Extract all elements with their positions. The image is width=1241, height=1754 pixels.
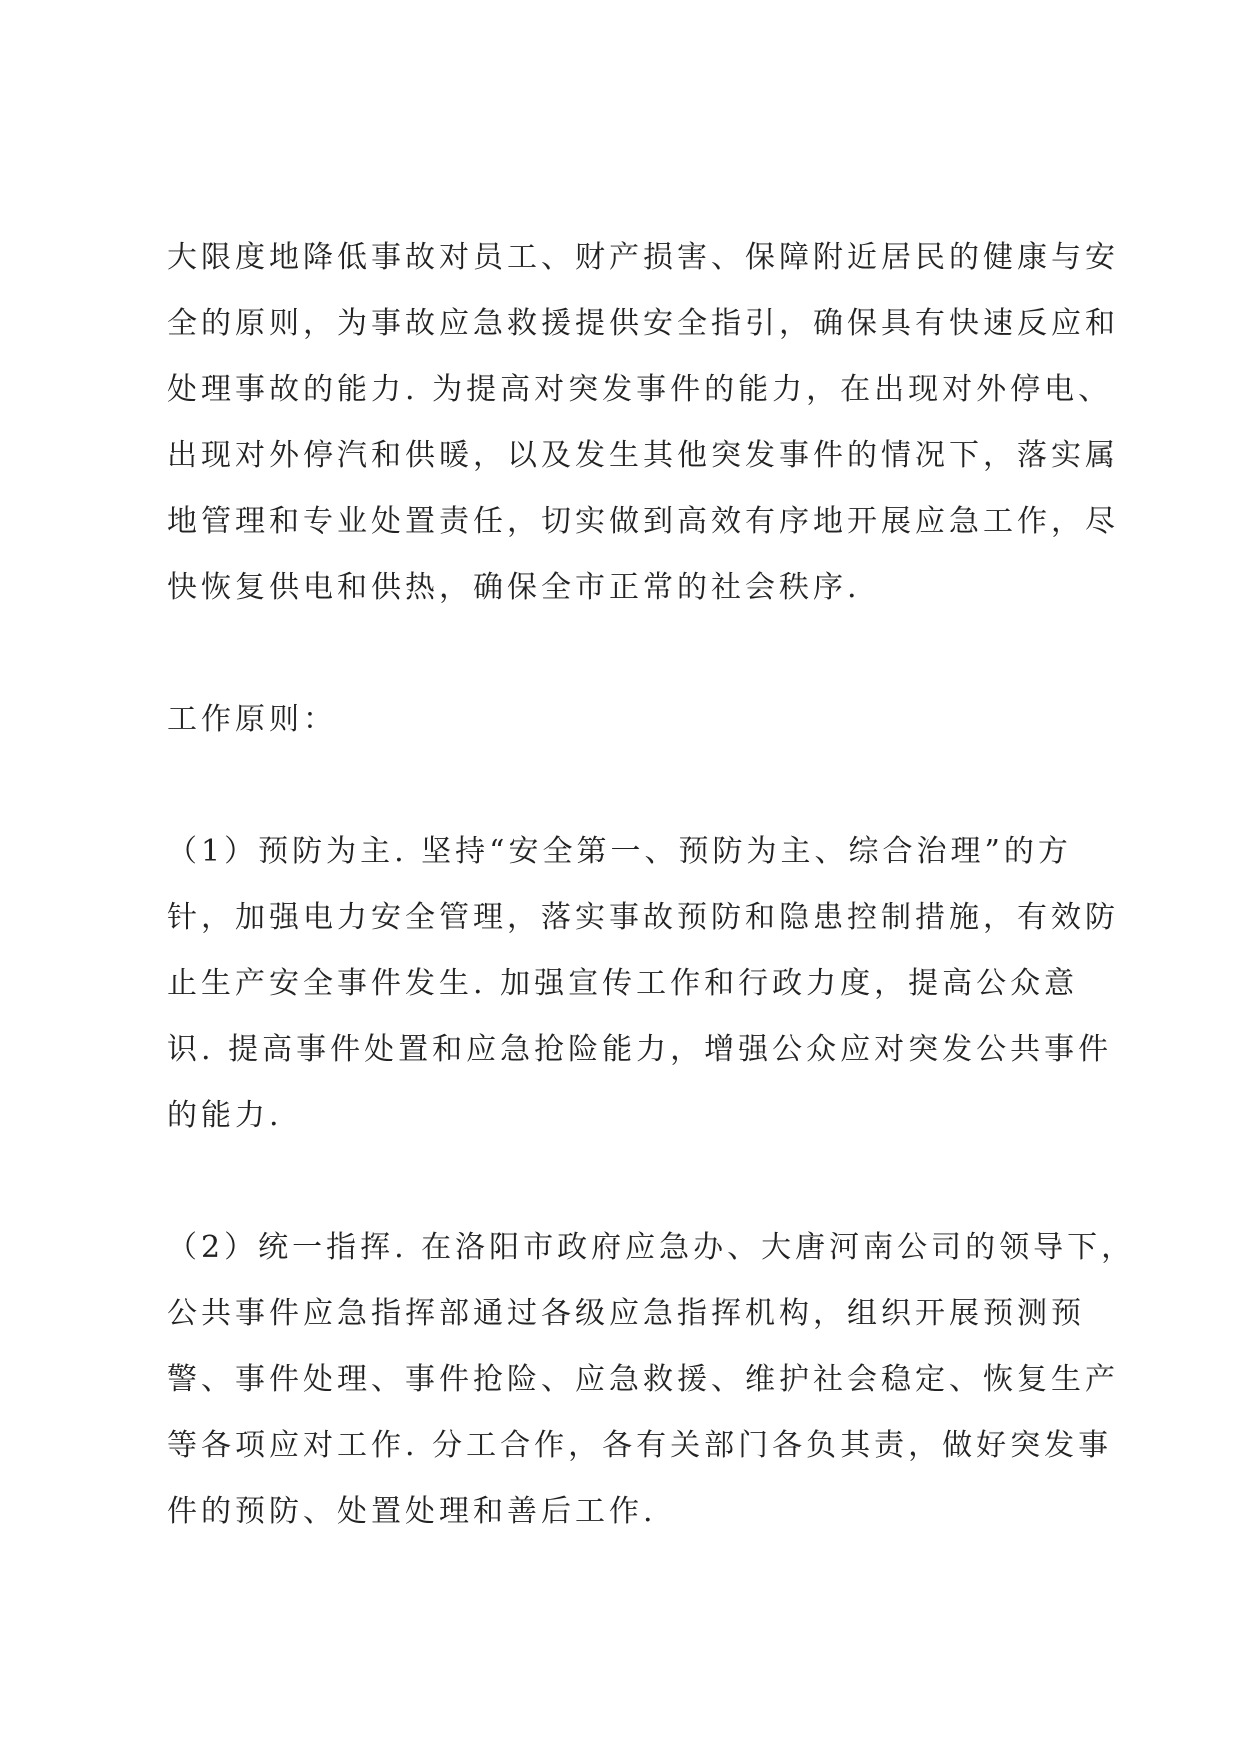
text-line: 等各项应对工作. 分工合作，各有关部门各负其责，做好突发事 <box>167 1428 1113 1463</box>
text-line: 针，加强电力安全管理，落实事故预防和隐患控制措施，有效防 <box>167 900 1119 935</box>
section-heading-work-principles <box>167 687 1092 753</box>
text-line: 止生产安全事件发生. 加强宣传工作和行政力度，提高公众意 <box>167 966 1079 1001</box>
text-line: 地管理和专业处置责任，切实做到高效有序地开展应急工作，尽 <box>167 504 1119 539</box>
text-line: （1）预防为主. 坚持“安全第一、预防为主、综合治理”的方 <box>167 834 1072 869</box>
text-line: 出现对外停汽和供暖，以及发生其他突发事件的情况下，落实属 <box>167 438 1119 473</box>
text-line: 处理事故的能力. 为提高对突发事件的能力，在出现对外停电、 <box>167 372 1113 407</box>
text-line: 的能力. <box>167 1098 283 1133</box>
text-line: （2）统一指挥. 在洛阳市政府应急办、大唐河南公司的领导下， <box>167 1230 1136 1265</box>
paragraph-principle-1 <box>167 819 1119 1149</box>
paragraph-principle-2 <box>167 1215 1136 1545</box>
text-line: 警、事件处理、事件抢险、应急救援、维护社会稳定、恢复生产 <box>167 1362 1119 1397</box>
paragraph-emergency-purpose <box>167 225 1119 621</box>
text-line: 件的预防、处置处理和善后工作. <box>167 1494 657 1529</box>
text-line: 快恢复供电和供热，确保全市正常的社会秩序. <box>167 570 861 605</box>
text-line: 公共事件应急指挥部通过各级应急指挥机构，组织开展预测预 <box>167 1296 1085 1331</box>
text-line: 大限度地降低事故对员工、财产损害、保障附近居民的健康与安 <box>167 240 1119 275</box>
document-body <box>167 225 1136 1545</box>
text-line: 全的原则，为事故应急救援提供安全指引，确保具有快速反应和 <box>167 306 1119 341</box>
text-line: 识. 提高事件处置和应急抢险能力，增强公众应对突发公共事件 <box>167 1032 1113 1067</box>
heading-text: 工作原则： <box>167 702 337 737</box>
